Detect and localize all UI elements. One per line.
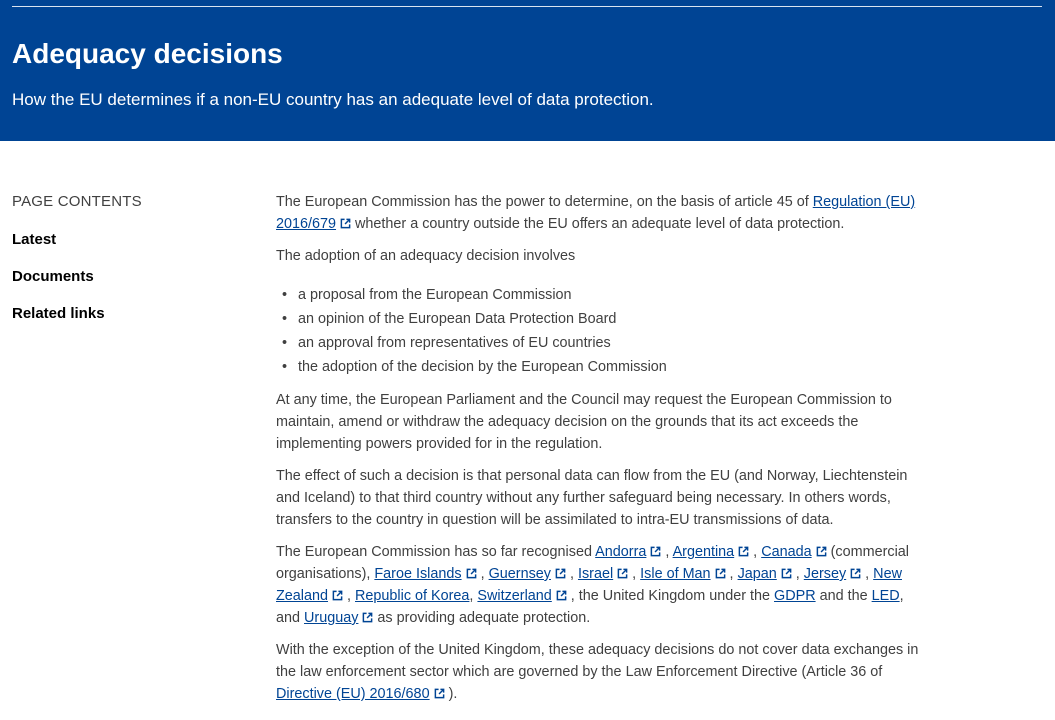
toc-item-latest[interactable]: Latest bbox=[12, 231, 57, 248]
canada-link[interactable]: Canada bbox=[761, 544, 812, 560]
external-link-icon bbox=[340, 218, 351, 229]
list-item: • an approval from representatives of EU countries bbox=[276, 331, 926, 355]
adoption-paragraph: The adoption of an adequacy decision involves bbox=[276, 248, 576, 264]
list-item: • the adoption of the decision by the European Commission bbox=[276, 355, 926, 379]
jersey-link[interactable]: Jersey bbox=[803, 566, 847, 582]
page-contents-nav bbox=[12, 192, 252, 324]
canada-note: (commercial organisations), bbox=[276, 544, 909, 582]
external-link-icon bbox=[715, 568, 726, 579]
header-divider bbox=[12, 6, 1042, 7]
japan-link[interactable]: Japan bbox=[737, 566, 777, 582]
republic-of-korea-link[interactable]: Republic of Korea bbox=[355, 588, 470, 604]
directive-2016-680-link[interactable]: Directive (EU) 2016/680 bbox=[276, 686, 430, 702]
regulation-2016-679-link[interactable]: Regulation (EU) 2016/679 bbox=[276, 194, 916, 232]
faroe-islands-link[interactable]: Faroe Islands bbox=[374, 566, 462, 582]
intro-text: The European Commission has the power to determine, on the basis of article 45 of bbox=[276, 194, 813, 210]
parliament-paragraph: At any time, the European Parliament and the Council may request the European Commission to maintain, amend or withdraw the adequacy decision on the grounds that its act exceeds the implementing powers provided for in the regulation. bbox=[276, 392, 892, 452]
external-link-icon bbox=[650, 546, 661, 557]
intro-paragraph bbox=[276, 191, 926, 235]
external-link-icon bbox=[434, 688, 445, 699]
page-subtitle: How the EU determines if a non-EU country has an adequate level of data protection. bbox=[12, 90, 654, 109]
external-link-icon bbox=[617, 568, 628, 579]
recognised-countries-paragraph: The European Commission has so far recognised Andorra , Argentina , Canada (commercial organisations), Faroe Islands , Guernsey , Israel , Isle of Man , Japan , Jersey , New Zealand , Republic of Korea, Switzerland , the United Kingdom under the GDPR and the LED, and Uruguay as providing adequate protection. bbox=[276, 544, 909, 626]
uruguay-link[interactable]: Uruguay bbox=[304, 610, 359, 626]
effect-paragraph: The effect of such a decision is that personal data can flow from the EU (and Norway, Liechtenstein and Iceland) to that third country without any further safeguard being necessary. In others words, transfers to the country in question will be assimilated to intra-EU transmissions of data. bbox=[276, 468, 908, 528]
uk-text-2: and the bbox=[815, 588, 872, 604]
and-text: , and bbox=[276, 588, 904, 626]
exception-text: With the exception of the United Kingdom, these adequacy decisions do not cover data exchanges in the law enforcement sector which are governed by the Law Enforcement Directive (Article 36 of bbox=[276, 642, 919, 680]
recognised-outro: as providing adequate protection. bbox=[373, 610, 591, 626]
external-link-icon bbox=[555, 568, 566, 579]
adoption-steps-list bbox=[276, 283, 926, 379]
external-link-icon bbox=[850, 568, 861, 579]
led-link[interactable]: LED bbox=[871, 588, 900, 604]
list-item: • an opinion of the European Data Protection Board bbox=[276, 307, 926, 331]
isle-of-man-link[interactable]: Isle of Man bbox=[640, 566, 711, 582]
list-item: • a proposal from the European Commission bbox=[276, 283, 926, 307]
switzerland-link[interactable]: Switzerland bbox=[477, 588, 552, 604]
external-link-icon bbox=[816, 546, 827, 557]
toc-item-related-links[interactable]: Related links bbox=[12, 305, 105, 322]
new-zealand-link[interactable]: New Zealand bbox=[276, 566, 902, 604]
andorra-link[interactable]: Andorra bbox=[595, 544, 647, 560]
external-link-icon bbox=[738, 546, 749, 557]
intro-text-end: whether a country outside the EU offers an adequate level of data protection. bbox=[351, 216, 845, 232]
recognised-intro: The European Commission has so far recognised bbox=[276, 544, 596, 560]
argentina-link[interactable]: Argentina bbox=[672, 544, 735, 560]
toc-item-documents[interactable]: Documents bbox=[12, 268, 94, 285]
external-link-icon bbox=[781, 568, 792, 579]
external-link-icon bbox=[332, 590, 343, 601]
external-link-icon bbox=[362, 612, 373, 623]
page-header bbox=[0, 0, 1055, 141]
exception-paragraph bbox=[276, 639, 926, 705]
israel-link[interactable]: Israel bbox=[577, 566, 614, 582]
page-title: Adequacy decisions bbox=[12, 38, 283, 69]
gdpr-link[interactable]: GDPR bbox=[774, 588, 816, 604]
main-content bbox=[276, 191, 926, 715]
guernsey-link[interactable]: Guernsey bbox=[488, 566, 551, 582]
exception-text-end: ). bbox=[444, 686, 458, 702]
external-link-icon bbox=[466, 568, 477, 579]
page-contents-heading: PAGE CONTENTS bbox=[12, 193, 142, 210]
external-link-icon bbox=[556, 590, 567, 601]
uk-text: , the United Kingdom under the bbox=[566, 588, 775, 604]
